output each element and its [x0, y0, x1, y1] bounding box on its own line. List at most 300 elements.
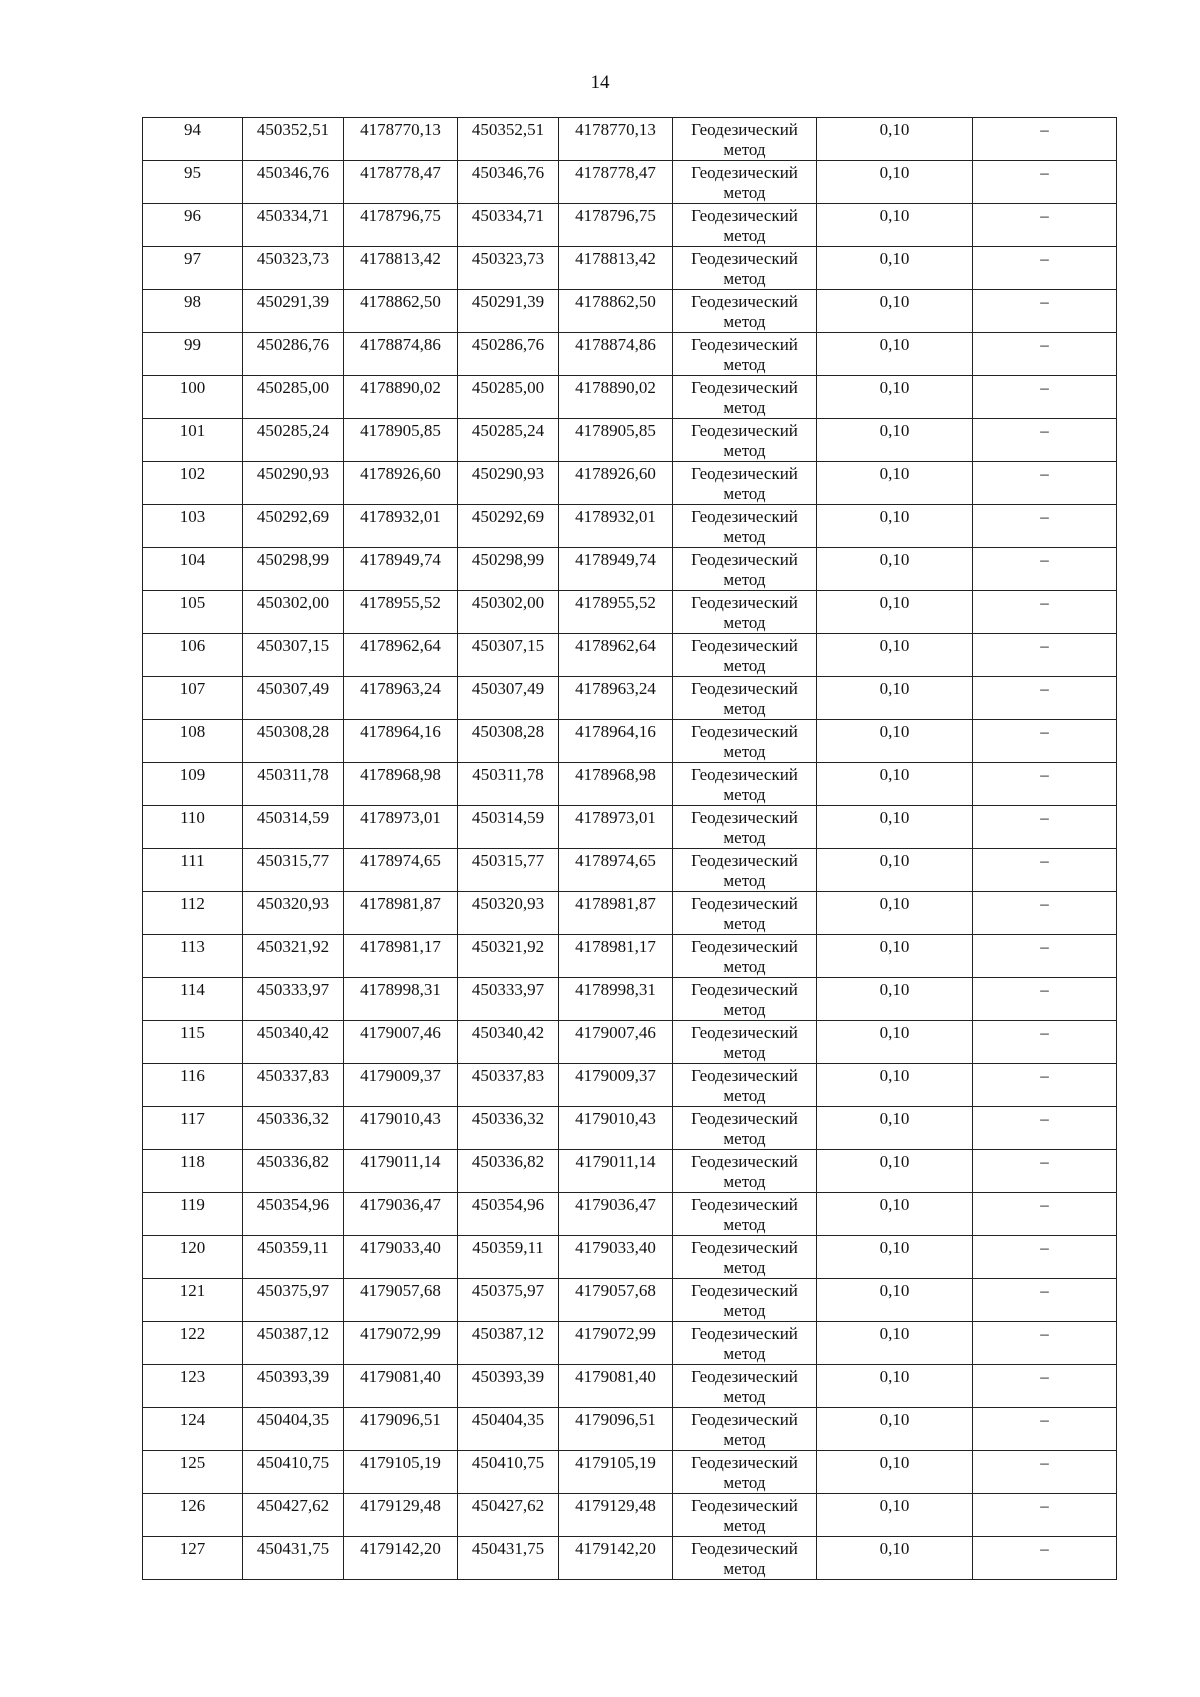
cell-value: 450323,73	[471, 249, 545, 268]
note-cell	[973, 1236, 1117, 1279]
cell-value: 0,10	[879, 1152, 910, 1171]
note-cell	[973, 204, 1117, 247]
cell-value: 4179011,14	[360, 1152, 441, 1171]
cell-value: 450292,69	[471, 507, 545, 526]
point-number-cell	[143, 118, 243, 161]
cell-value: Геодезический метод	[691, 163, 798, 202]
note-cell	[973, 1064, 1117, 1107]
cell-value: 450337,83	[471, 1066, 545, 1085]
method-cell	[673, 1021, 817, 1064]
cell-value: 4179142,20	[360, 1539, 441, 1558]
x-old-cell	[243, 1322, 344, 1365]
cell-value: 4178974,65	[360, 851, 441, 870]
cell-value: 0,10	[879, 636, 910, 655]
cell-value: 102	[179, 464, 206, 483]
y-new-cell	[559, 1279, 673, 1322]
cell-value: 450321,92	[256, 937, 330, 956]
cell-value: 0,10	[879, 1453, 910, 1472]
accuracy-cell	[817, 978, 973, 1021]
y-old-cell	[344, 849, 458, 892]
x-old-cell	[243, 1408, 344, 1451]
cell-value: 450320,93	[471, 894, 545, 913]
accuracy-cell	[817, 1150, 973, 1193]
cell-value: 125	[179, 1453, 206, 1472]
cell-value: 450290,93	[471, 464, 545, 483]
cell-value: 0,10	[879, 120, 910, 139]
x-old-cell	[243, 763, 344, 806]
y-old-cell	[344, 1451, 458, 1494]
x-old-cell	[243, 806, 344, 849]
cell-value: 4178926,60	[360, 464, 441, 483]
accuracy-cell	[817, 204, 973, 247]
cell-value: –	[1040, 894, 1049, 913]
cell-value: 450431,75	[256, 1539, 330, 1558]
cell-value: Геодезический метод	[691, 1453, 798, 1492]
cell-value: Геодезический метод	[691, 851, 798, 890]
y-new-cell	[559, 505, 673, 548]
cell-value: 100	[179, 378, 206, 397]
cell-value: 101	[179, 421, 206, 440]
y-new-cell	[559, 376, 673, 419]
accuracy-cell	[817, 1279, 973, 1322]
accuracy-cell	[817, 1365, 973, 1408]
cell-value: 450285,24	[471, 421, 545, 440]
y-old-cell	[344, 892, 458, 935]
x-new-cell	[458, 462, 559, 505]
cell-value: 450286,76	[256, 335, 330, 354]
y-old-cell	[344, 462, 458, 505]
cell-value: Геодезический метод	[691, 1152, 798, 1191]
cell-value: 0,10	[879, 1367, 910, 1386]
cell-value: 450393,39	[256, 1367, 330, 1386]
note-cell	[973, 935, 1117, 978]
note-cell	[973, 720, 1117, 763]
cell-value: 450307,49	[471, 679, 545, 698]
x-old-cell	[243, 548, 344, 591]
cell-value: 113	[180, 937, 205, 956]
x-new-cell	[458, 634, 559, 677]
cell-value: 4178813,42	[575, 249, 656, 268]
cell-value: 4178770,13	[360, 120, 441, 139]
y-new-cell	[559, 1451, 673, 1494]
x-new-cell	[458, 1279, 559, 1322]
x-old-cell	[243, 1236, 344, 1279]
note-cell	[973, 892, 1117, 935]
cell-value: 4179010,43	[360, 1109, 441, 1128]
cell-value: –	[1040, 1238, 1049, 1257]
y-old-cell	[344, 505, 458, 548]
x-new-cell	[458, 849, 559, 892]
cell-value: 99	[184, 335, 201, 354]
note-cell	[973, 462, 1117, 505]
cell-value: 450285,00	[471, 378, 545, 397]
point-number-cell	[143, 1107, 243, 1150]
x-new-cell	[458, 1365, 559, 1408]
note-cell	[973, 1365, 1117, 1408]
method-cell	[673, 1193, 817, 1236]
method-cell	[673, 1107, 817, 1150]
cell-value: –	[1040, 1496, 1049, 1515]
cell-value: 121	[179, 1281, 206, 1300]
accuracy-cell	[817, 505, 973, 548]
x-new-cell	[458, 1150, 559, 1193]
accuracy-cell	[817, 290, 973, 333]
y-new-cell	[559, 247, 673, 290]
cell-value: 450302,00	[256, 593, 330, 612]
cell-value: 4179081,40	[575, 1367, 656, 1386]
table-row	[143, 1107, 1117, 1150]
cell-value: 450410,75	[256, 1453, 330, 1472]
cell-value: 4178874,86	[575, 335, 656, 354]
method-cell	[673, 419, 817, 462]
x-new-cell	[458, 677, 559, 720]
cell-value: Геодезический метод	[691, 464, 798, 503]
x-old-cell	[243, 634, 344, 677]
cell-value: Геодезический метод	[691, 421, 798, 460]
cell-value: 4178890,02	[360, 378, 441, 397]
table-row	[143, 978, 1117, 1021]
x-old-cell	[243, 1494, 344, 1537]
method-cell	[673, 1279, 817, 1322]
cell-value: 0,10	[879, 679, 910, 698]
cell-value: –	[1040, 636, 1049, 655]
x-old-cell	[243, 118, 344, 161]
cell-value: 0,10	[879, 722, 910, 741]
y-new-cell	[559, 849, 673, 892]
cell-value: 450354,96	[471, 1195, 545, 1214]
accuracy-cell	[817, 892, 973, 935]
cell-value: 450359,11	[257, 1238, 329, 1257]
table-row	[143, 376, 1117, 419]
cell-value: 450359,11	[472, 1238, 544, 1257]
accuracy-cell	[817, 806, 973, 849]
point-number-cell	[143, 462, 243, 505]
cell-value: Геодезический метод	[691, 722, 798, 761]
cell-value: Геодезический метод	[691, 593, 798, 632]
point-number-cell	[143, 1150, 243, 1193]
cell-value: 0,10	[879, 335, 910, 354]
cell-value: 116	[180, 1066, 205, 1085]
x-old-cell	[243, 1451, 344, 1494]
y-new-cell	[559, 1021, 673, 1064]
point-number-cell	[143, 247, 243, 290]
y-old-cell	[344, 978, 458, 1021]
accuracy-cell	[817, 1021, 973, 1064]
cell-value: Геодезический метод	[691, 937, 798, 976]
point-number-cell	[143, 806, 243, 849]
cell-value: 123	[179, 1367, 206, 1386]
cell-value: 0,10	[879, 851, 910, 870]
cell-value: 450285,24	[256, 421, 330, 440]
note-cell	[973, 161, 1117, 204]
cell-value: Геодезический метод	[691, 679, 798, 718]
y-old-cell	[344, 806, 458, 849]
y-new-cell	[559, 1365, 673, 1408]
point-number-cell	[143, 849, 243, 892]
cell-value: 450346,76	[256, 163, 330, 182]
cell-value: 450307,15	[471, 636, 545, 655]
cell-value: 450410,75	[471, 1453, 545, 1472]
cell-value: 450307,49	[256, 679, 330, 698]
cell-value: 450292,69	[256, 507, 330, 526]
cell-value: 450311,78	[257, 765, 329, 784]
y-new-cell	[559, 763, 673, 806]
method-cell	[673, 1451, 817, 1494]
note-cell	[973, 763, 1117, 806]
accuracy-cell	[817, 462, 973, 505]
cell-value: 450315,77	[256, 851, 330, 870]
note-cell	[973, 591, 1117, 634]
cell-value: 94	[184, 120, 201, 139]
cell-value: Геодезический метод	[691, 1539, 798, 1578]
x-old-cell	[243, 1021, 344, 1064]
cell-value: Геодезический метод	[691, 1496, 798, 1535]
x-new-cell	[458, 376, 559, 419]
cell-value: –	[1040, 980, 1049, 999]
point-number-cell	[143, 1365, 243, 1408]
method-cell	[673, 290, 817, 333]
cell-value: 4178963,24	[575, 679, 656, 698]
cell-value: Геодезический метод	[691, 1238, 798, 1277]
y-new-cell	[559, 892, 673, 935]
method-cell	[673, 1365, 817, 1408]
cell-value: 96	[184, 206, 201, 225]
cell-value: 450431,75	[471, 1539, 545, 1558]
cell-value: 4178974,65	[575, 851, 656, 870]
y-old-cell	[344, 1537, 458, 1580]
cell-value: 4178973,01	[575, 808, 656, 827]
table-row	[143, 763, 1117, 806]
cell-value: 0,10	[879, 292, 910, 311]
cell-value: 4178874,86	[360, 335, 441, 354]
cell-value: 112	[180, 894, 205, 913]
point-number-cell	[143, 720, 243, 763]
x-new-cell	[458, 1537, 559, 1580]
y-old-cell	[344, 677, 458, 720]
accuracy-cell	[817, 247, 973, 290]
cell-value: 117	[180, 1109, 205, 1128]
cell-value: 450340,42	[471, 1023, 545, 1042]
cell-value: 450333,97	[471, 980, 545, 999]
cell-value: Геодезический метод	[691, 249, 798, 288]
table-row	[143, 806, 1117, 849]
y-old-cell	[344, 591, 458, 634]
accuracy-cell	[817, 634, 973, 677]
cell-value: 4178926,60	[575, 464, 656, 483]
cell-value: 450334,71	[256, 206, 330, 225]
y-new-cell	[559, 1408, 673, 1451]
cell-value: 450375,97	[471, 1281, 545, 1300]
cell-value: 0,10	[879, 206, 910, 225]
accuracy-cell	[817, 591, 973, 634]
cell-value: –	[1040, 464, 1049, 483]
y-old-cell	[344, 720, 458, 763]
y-new-cell	[559, 290, 673, 333]
x-old-cell	[243, 1365, 344, 1408]
method-cell	[673, 204, 817, 247]
cell-value: 0,10	[879, 593, 910, 612]
cell-value: 4178963,24	[360, 679, 441, 698]
cell-value: –	[1040, 1281, 1049, 1300]
cell-value: 4178968,98	[360, 765, 441, 784]
table-row	[143, 204, 1117, 247]
cell-value: Геодезический метод	[691, 980, 798, 1019]
point-number-cell	[143, 548, 243, 591]
cell-value: 0,10	[879, 808, 910, 827]
cell-value: Геодезический метод	[691, 1410, 798, 1449]
cell-value: 127	[179, 1539, 206, 1558]
cell-value: 450334,71	[471, 206, 545, 225]
cell-value: 450393,39	[471, 1367, 545, 1386]
cell-value: 4179036,47	[360, 1195, 441, 1214]
x-old-cell	[243, 1064, 344, 1107]
cell-value: 450427,62	[256, 1496, 330, 1515]
cell-value: 4179129,48	[360, 1496, 441, 1515]
table-row	[143, 1494, 1117, 1537]
accuracy-cell	[817, 548, 973, 591]
note-cell	[973, 290, 1117, 333]
y-old-cell	[344, 634, 458, 677]
table-row	[143, 1064, 1117, 1107]
x-new-cell	[458, 1236, 559, 1279]
cell-value: Геодезический метод	[691, 1023, 798, 1062]
x-new-cell	[458, 1064, 559, 1107]
cell-value: 450307,15	[256, 636, 330, 655]
x-new-cell	[458, 720, 559, 763]
x-old-cell	[243, 677, 344, 720]
x-old-cell	[243, 849, 344, 892]
cell-value: Геодезический метод	[691, 378, 798, 417]
x-new-cell	[458, 505, 559, 548]
y-new-cell	[559, 1236, 673, 1279]
cell-value: 450336,82	[256, 1152, 330, 1171]
point-number-cell	[143, 1494, 243, 1537]
cell-value: 4179011,14	[575, 1152, 656, 1171]
x-old-cell	[243, 333, 344, 376]
accuracy-cell	[817, 720, 973, 763]
point-number-cell	[143, 591, 243, 634]
cell-value: –	[1040, 1109, 1049, 1128]
cell-value: 4178778,47	[360, 163, 441, 182]
x-new-cell	[458, 118, 559, 161]
note-cell	[973, 1107, 1117, 1150]
accuracy-cell	[817, 1494, 973, 1537]
cell-value: 118	[180, 1152, 205, 1171]
y-new-cell	[559, 161, 673, 204]
y-new-cell	[559, 462, 673, 505]
table-row	[143, 720, 1117, 763]
x-new-cell	[458, 548, 559, 591]
cell-value: –	[1040, 765, 1049, 784]
cell-value: 0,10	[879, 765, 910, 784]
table-row	[143, 1236, 1117, 1279]
cell-value: Геодезический метод	[691, 1066, 798, 1105]
table-row	[143, 419, 1117, 462]
cell-value: –	[1040, 808, 1049, 827]
accuracy-cell	[817, 1408, 973, 1451]
cell-value: 450354,96	[256, 1195, 330, 1214]
cell-value: 4178998,31	[575, 980, 656, 999]
accuracy-cell	[817, 333, 973, 376]
cell-value: 122	[179, 1324, 206, 1343]
cell-value: 4178862,50	[360, 292, 441, 311]
point-number-cell	[143, 204, 243, 247]
table-row	[143, 548, 1117, 591]
cell-value: 97	[184, 249, 201, 268]
point-number-cell	[143, 1193, 243, 1236]
y-old-cell	[344, 161, 458, 204]
cell-value: 450333,97	[256, 980, 330, 999]
method-cell	[673, 1322, 817, 1365]
cell-value: –	[1040, 1152, 1049, 1171]
table-row	[143, 1021, 1117, 1064]
y-new-cell	[559, 1193, 673, 1236]
cell-value: 450387,12	[471, 1324, 545, 1343]
cell-value: 450285,00	[256, 378, 330, 397]
cell-value: 4179105,19	[575, 1453, 656, 1472]
x-new-cell	[458, 1107, 559, 1150]
cell-value: 95	[184, 163, 201, 182]
y-old-cell	[344, 1236, 458, 1279]
cell-value: 450298,99	[256, 550, 330, 569]
note-cell	[973, 1150, 1117, 1193]
cell-value: Геодезический метод	[691, 765, 798, 804]
x-old-cell	[243, 1150, 344, 1193]
cell-value: 4178981,87	[575, 894, 656, 913]
cell-value: 4178932,01	[575, 507, 656, 526]
point-number-cell	[143, 505, 243, 548]
y-old-cell	[344, 935, 458, 978]
y-old-cell	[344, 1107, 458, 1150]
table-row	[143, 892, 1117, 935]
cell-value: 4178962,64	[360, 636, 441, 655]
point-number-cell	[143, 333, 243, 376]
y-new-cell	[559, 634, 673, 677]
cell-value: –	[1040, 1367, 1049, 1386]
note-cell	[973, 1537, 1117, 1580]
x-old-cell	[243, 1107, 344, 1150]
cell-value: 120	[179, 1238, 206, 1257]
cell-value: –	[1040, 1066, 1049, 1085]
note-cell	[973, 849, 1117, 892]
point-number-cell	[143, 1021, 243, 1064]
y-old-cell	[344, 118, 458, 161]
y-old-cell	[344, 1408, 458, 1451]
x-new-cell	[458, 1451, 559, 1494]
cell-value: 450323,73	[256, 249, 330, 268]
cell-value: 450320,93	[256, 894, 330, 913]
cell-value: 450352,51	[256, 120, 330, 139]
cell-value: –	[1040, 206, 1049, 225]
cell-value: 450321,92	[471, 937, 545, 956]
x-new-cell	[458, 892, 559, 935]
point-number-cell	[143, 1408, 243, 1451]
x-new-cell	[458, 1494, 559, 1537]
table-row	[143, 1279, 1117, 1322]
x-old-cell	[243, 290, 344, 333]
table-row	[143, 1408, 1117, 1451]
cell-value: 4178905,85	[575, 421, 656, 440]
method-cell	[673, 720, 817, 763]
x-old-cell	[243, 720, 344, 763]
cell-value: 108	[179, 722, 206, 741]
y-old-cell	[344, 419, 458, 462]
cell-value: 4179142,20	[575, 1539, 656, 1558]
method-cell	[673, 591, 817, 634]
accuracy-cell	[817, 1451, 973, 1494]
method-cell	[673, 763, 817, 806]
cell-value: 4179033,40	[360, 1238, 441, 1257]
